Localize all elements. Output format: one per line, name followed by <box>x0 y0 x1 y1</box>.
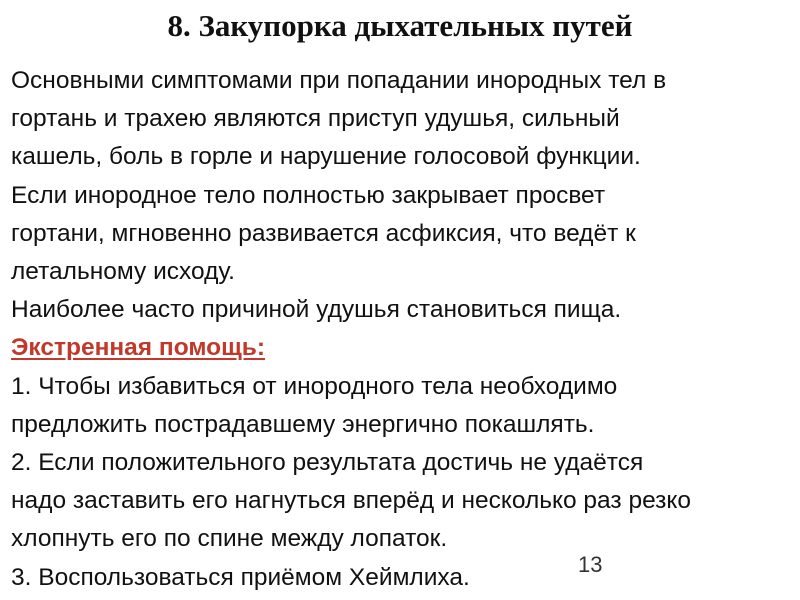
emergency-heading: Экстренная помощь: <box>11 334 266 362</box>
text-line: летальному исходу. <box>11 258 235 286</box>
text-line: гортань и трахею являются приступ удушья, сильный <box>11 105 620 133</box>
emergency-section <box>11 329 796 367</box>
slide-body <box>11 62 796 597</box>
text-line: 3. Воспользоваться приёмом Хеймлиха. <box>11 563 470 591</box>
text-line: Если инородное тело полностью закрывает просвет <box>11 181 606 209</box>
step-1 <box>11 368 796 444</box>
text-line: кашель, боль в горле и нарушение голосовой функции. <box>11 143 641 171</box>
text-line: 1. Чтобы избавиться от инородного тела необходимо <box>11 372 618 400</box>
text-line: надо заставить его нагнуться вперёд и несколько раз резко <box>11 487 692 515</box>
text-line: предложить пострадавшему энергично покашлять. <box>11 410 595 438</box>
text-line: гортани, мгновенно развивается асфиксия, что ведёт к <box>11 219 636 247</box>
paragraph-symptoms <box>11 62 796 177</box>
page-number: 13 <box>578 552 603 577</box>
slide-title: 8. Закупорка дыхательных путей <box>167 8 633 43</box>
step-3 <box>11 559 796 597</box>
text-line: 2. Если положительного результата достичь не удаётся <box>11 449 644 477</box>
text-line: Основными симптомами при попадании инородных тел в <box>11 67 667 94</box>
text-line: хлопнуть его по спине между лопаток. <box>11 525 448 553</box>
text-line: Наиболее часто причиной удушья становиться пища. <box>11 296 622 324</box>
step-2 <box>11 444 796 559</box>
paragraph-cause <box>11 291 796 329</box>
paragraph-asphyxia <box>11 177 796 292</box>
